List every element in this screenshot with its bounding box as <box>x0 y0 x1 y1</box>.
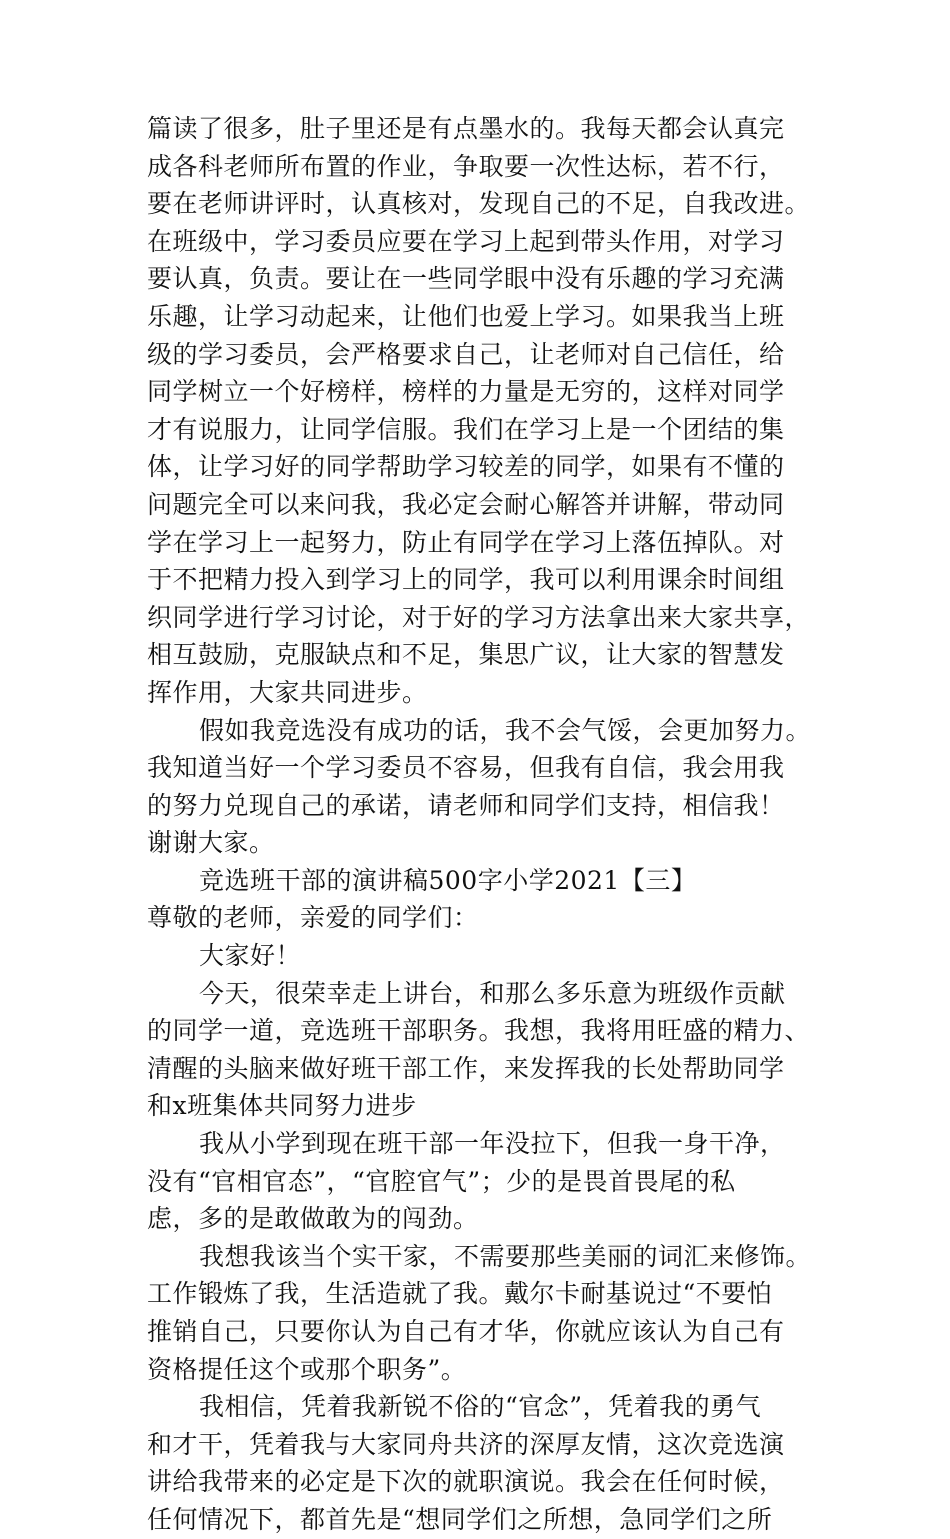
text-line: 竞选班干部的演讲稿500字小学2021【三】 <box>199 865 697 895</box>
text-line: 挥作用，大家共同进步。 <box>147 677 428 707</box>
text-line: 级的学习委员，会严格要求自己，让老师对自己信任，给 <box>147 339 785 369</box>
text-line: 问题完全可以来问我，我必定会耐心解答并讲解，带动同 <box>147 489 785 519</box>
text-line: 学在学习上一起努力，防止有同学在学习上落伍掉队。对 <box>147 527 785 557</box>
text-line: 于不把精力投入到学习上的同学，我可以利用课余时间组 <box>147 565 785 595</box>
text-line: 今天，很荣幸走上讲台，和那么多乐意为班级作贡献 <box>199 978 786 1008</box>
text-line: 推销自己，只要你认为自己有才华，你就应该认为自己有 <box>147 1317 785 1346</box>
text-line: 虑，多的是敢做敢为的闯劲。 <box>147 1204 479 1234</box>
text-line: 任何情况下，都首先是“想同学们之所想，急同学们之所 <box>147 1504 773 1534</box>
text-line: 的同学一道，竞选班干部职务。我想，我将用旺盛的精力、 <box>147 1016 811 1046</box>
text-line: 大家好！ <box>199 941 302 971</box>
text-line: 篇读了很多，肚子里还是有点墨水的。我每天都会认真完 <box>147 114 785 143</box>
text-line: 在班级中，学习委员应要在学习上起到带头作用，对学习 <box>147 226 785 256</box>
text-line: 尊敬的老师，亲爱的同学们： <box>147 903 479 933</box>
text-line: 的努力兑现自己的承诺，请老师和同学们支持，相信我！ <box>147 790 785 820</box>
text-line: 工作锻炼了我，生活造就了我。戴尔卡耐基说过“不要怕 <box>147 1279 773 1309</box>
text-line: 我从小学到现在班干部一年没拉下，但我一身干净， <box>199 1129 786 1159</box>
text-line: 资格提任这个或那个职务”。 <box>147 1354 467 1384</box>
text-line: 清醒的头脑来做好班干部工作，来发挥我的长处帮助同学 <box>147 1053 785 1083</box>
text-line: 我知道当好一个学习委员不容易，但我有自信，我会用我 <box>147 753 785 783</box>
text-line: 相互鼓励，克服缺点和不足，集思广议，让大家的智慧发 <box>147 640 785 670</box>
text-line: 谢谢大家。 <box>147 828 275 858</box>
text-line: 要认真，负责。要让在一些同学眼中没有乐趣的学习充满 <box>147 264 785 294</box>
text-line: 体，让学习好的同学帮助学习较差的同学，如果有不懂的 <box>147 452 785 482</box>
text-line: 我想我该当个实干家，不需要那些美丽的词汇来修饰。 <box>199 1241 812 1271</box>
text-line: 假如我竞选没有成功的话，我不会气馁，会更加努力。 <box>199 715 812 745</box>
text-line: 没有“官相官态”，“官腔官气”；少的是畏首畏尾的私 <box>147 1166 736 1196</box>
text-line: 讲给我带来的必定是下次的就职演说。我会在任何时候， <box>147 1467 785 1497</box>
text-line: 和x班集体共同努力进步 <box>147 1091 417 1121</box>
text-line: 要在老师讲评时，认真核对，发现自己的不足，自我改进。 <box>147 189 811 219</box>
text-line: 我相信，凭着我新锐不俗的“官念”，凭着我的勇气 <box>199 1392 762 1422</box>
document-body <box>147 110 812 1539</box>
text-line: 乐趣，让学习动起来，让他们也爱上学习。如果我当上班 <box>147 301 785 331</box>
text-line: 和才干，凭着我与大家同舟共济的深厚友情，这次竞选演 <box>147 1429 785 1459</box>
text-line: 织同学进行学习讨论，对于好的学习方法拿出来大家共享， <box>147 602 811 632</box>
text-line: 同学树立一个好榜样，榜样的力量是无穷的，这样对同学 <box>147 377 785 407</box>
text-line: 成各科老师所布置的作业，争取要一次性达标，若不行， <box>147 151 785 181</box>
text-line: 才有说服力，让同学信服。我们在学习上是一个团结的集 <box>147 414 785 444</box>
